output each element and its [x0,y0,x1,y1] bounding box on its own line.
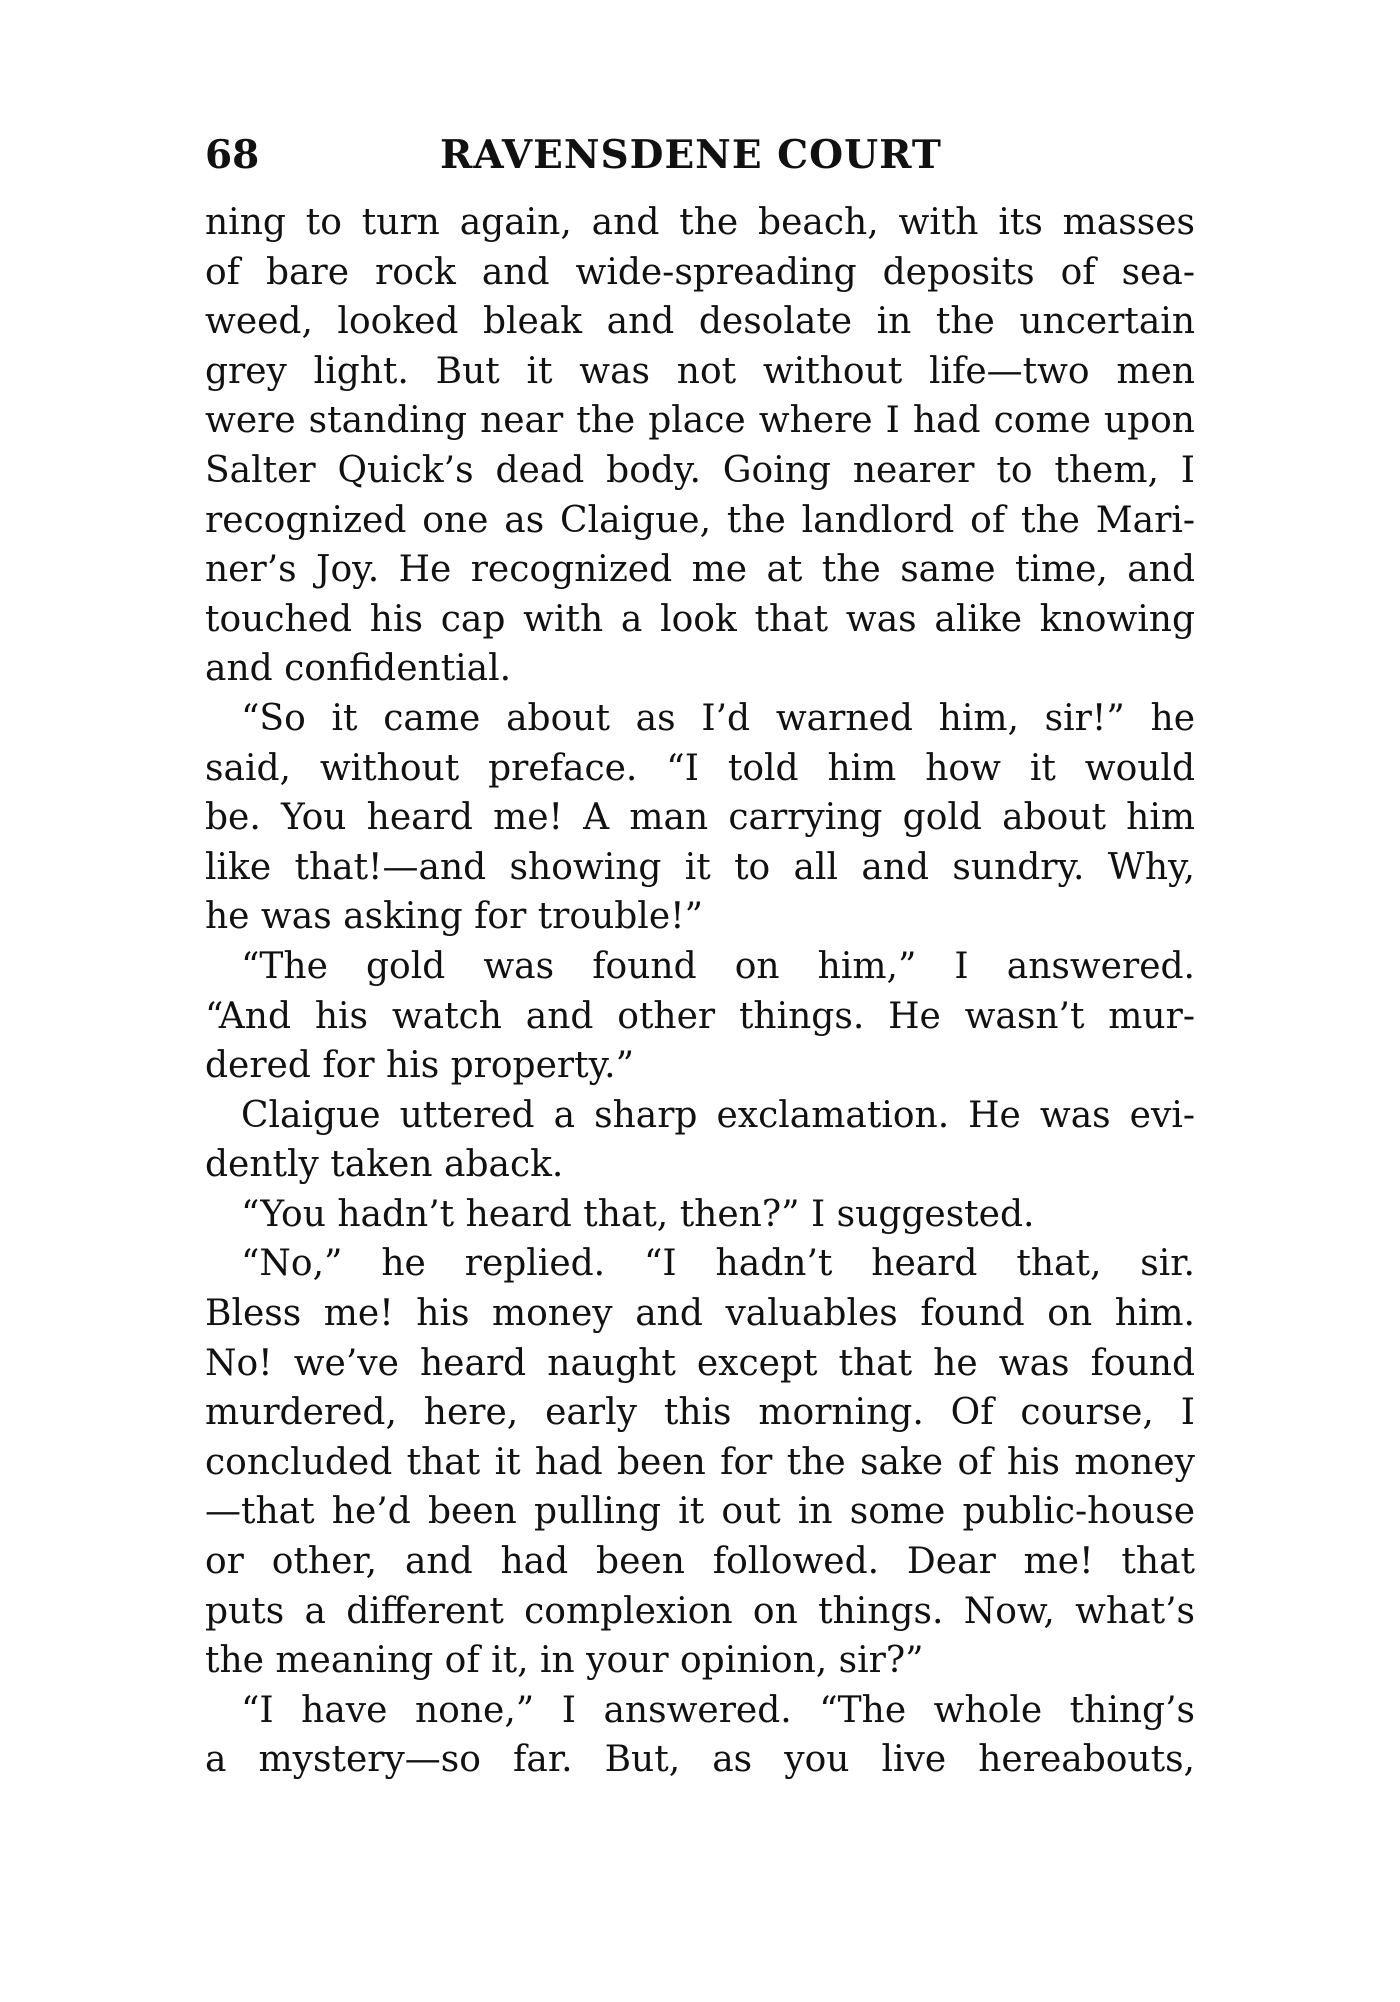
body-text [205,198,1195,1785]
text-line: he was asking for trouble!” [205,896,703,938]
text-line: “You hadn’t heard that, then?” I suggested. [241,1193,1035,1235]
text-line: —that he’d been pulling it out in some public-house [205,1491,1195,1533]
text-line: a mystery—so far. But, as you live hereabouts, [205,1739,1195,1781]
text-line: puts a different complexion on things. Now, what’s [205,1590,1195,1632]
text-line: grey light. But it was not without life—two men [205,350,1195,392]
text-line: the meaning of it, in your opinion, sir?” [205,1640,924,1682]
page-number: 68 [205,132,260,178]
text-line: “I have none,” I answered. “The whole thing’s [241,1689,1195,1731]
text-line: ning to turn again, and the beach, with its masses [205,202,1195,243]
text-line: weed, looked bleak and desolate in the uncertain [205,301,1195,343]
text-line: ner’s Joy. He recognized me at the same time, and [205,549,1195,591]
text-line: touched his cap with a look that was alike knowing [205,598,1195,640]
page-header [205,132,1195,192]
text-line: “No,” he replied. “I hadn’t heard that, sir. [241,1243,1195,1285]
text-line: said, without preface. “I told him how it would [205,747,1195,789]
running-title: RAVENSDENE COURT [440,132,942,178]
text-line: concluded that it had been for the sake of his money [205,1441,1195,1483]
text-line: and confidential. [205,648,512,690]
text-line: dently taken aback. [205,1144,564,1186]
text-line: were standing near the place where I had come upon [205,400,1195,442]
text-line: like that!—and showing it to all and sundry. Why, [205,846,1195,888]
text-line: No! we’ve heard naught except that he was found [205,1342,1195,1384]
text-line: dered for his property.” [205,1045,634,1087]
text-line: of bare rock and wide-spreading deposits of sea- [205,251,1195,293]
text-line: Salter Quick’s dead body. Going nearer to them, I [205,449,1195,491]
text-line: “The gold was found on him,” I answered. [241,945,1195,987]
text-line: or other, and had been followed. Dear me! that [205,1541,1195,1583]
text-line: be. You heard me! A man carrying gold about him [205,797,1195,839]
text-line: murdered, here, early this morning. Of course, I [205,1392,1195,1434]
text-line: “And his watch and other things. He wasn’t mur- [205,995,1195,1037]
text-line: Bless me! his money and valuables found on him. [205,1293,1195,1335]
text-line: Claigue uttered a sharp exclamation. He was evi- [241,1094,1195,1136]
text-line: recognized one as Claigue, the landlord of the Mari- [205,499,1195,541]
text-line: “So it came about as I’d warned him, sir!” he [241,697,1195,739]
